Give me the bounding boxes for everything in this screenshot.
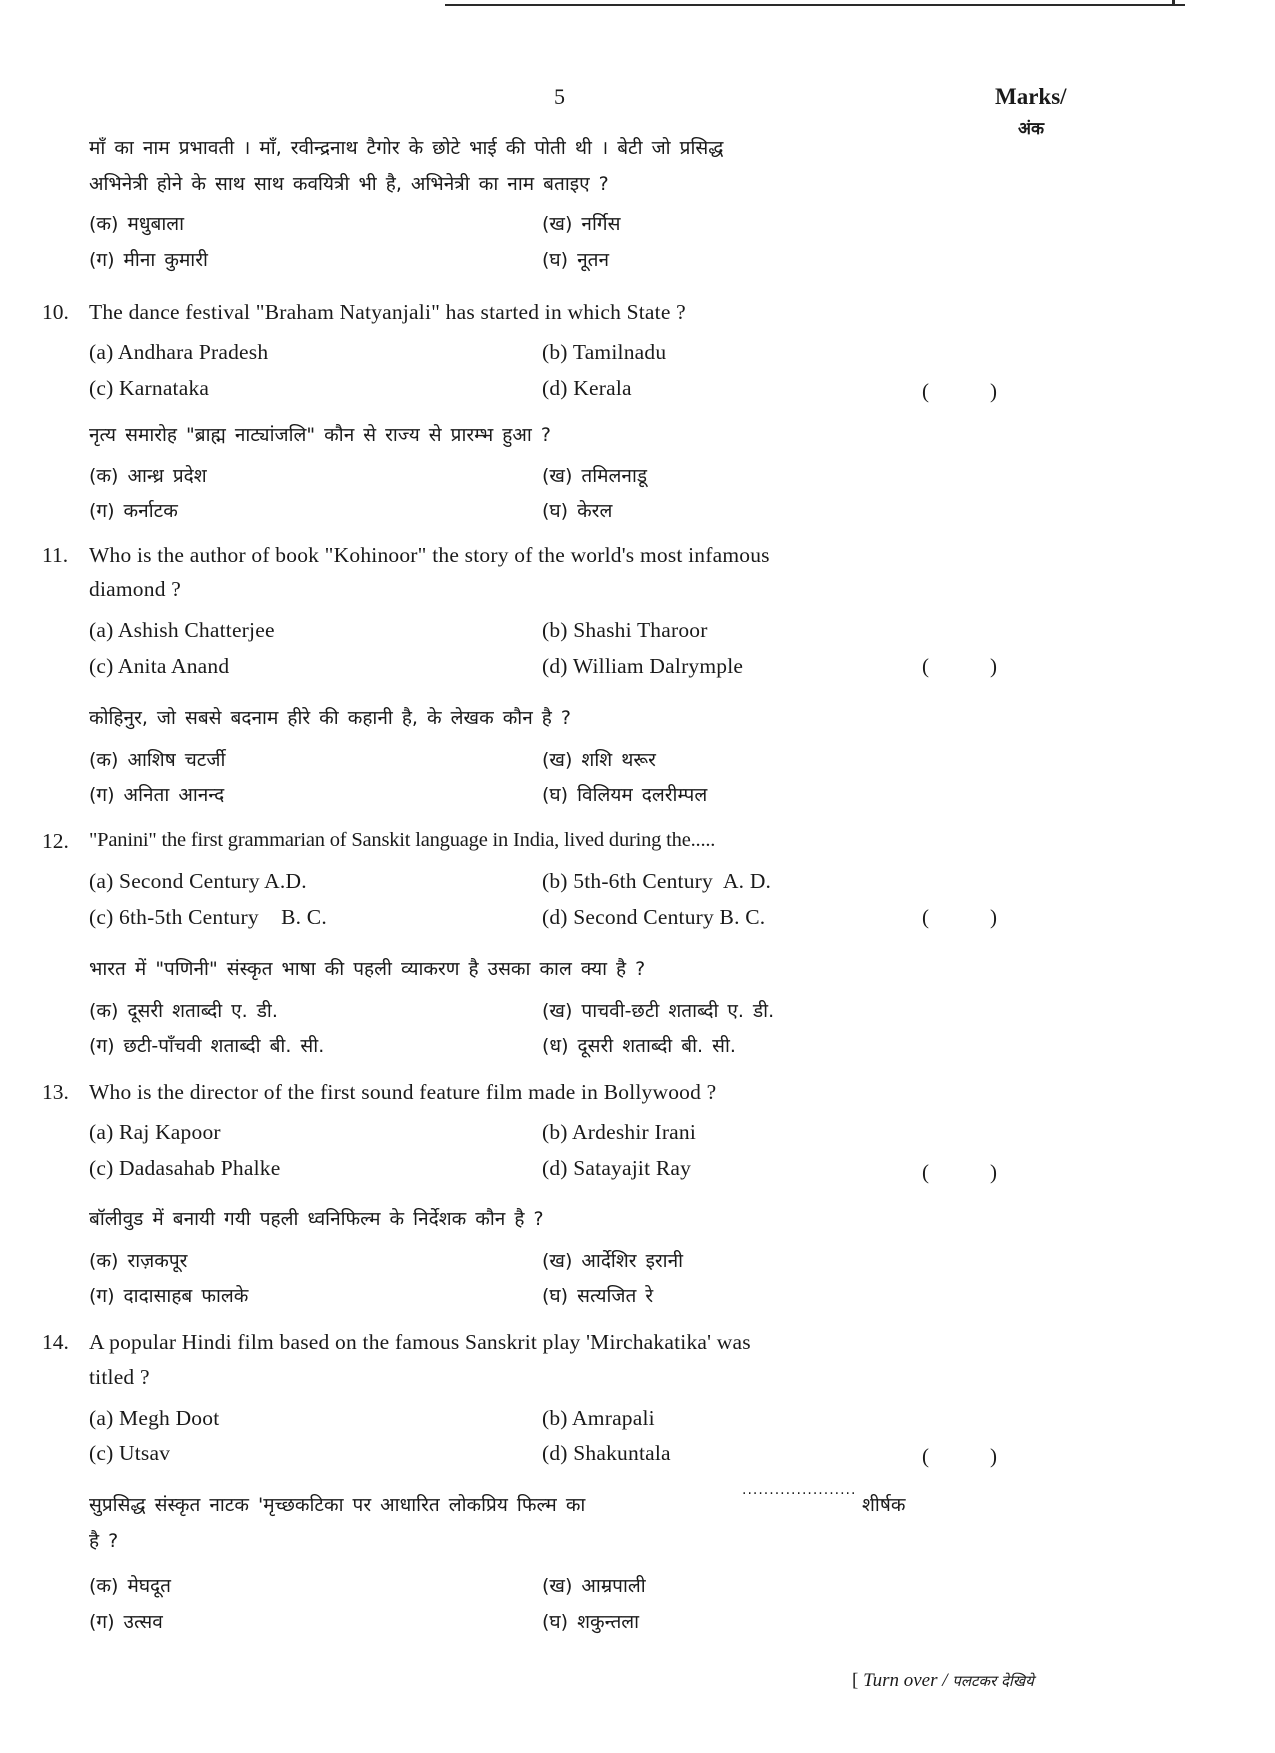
option-c: (c) Karnataka (89, 376, 210, 400)
option-d: (d) Second Century B. C. (542, 905, 766, 929)
option-ga: (ग) कर्नाटक (89, 500, 178, 522)
answer-box-close: ) (990, 1444, 997, 1468)
option-ka: (क) राज़कपूर (89, 1250, 188, 1272)
option-d: (d) Kerala (542, 376, 632, 400)
turn-over-footer (852, 1670, 1034, 1692)
answer-box-close: ) (990, 654, 997, 678)
option-ka: (क) दूसरी शताब्दी ए. डी. (89, 1000, 278, 1022)
option-d: (d) Shakuntala (542, 1441, 671, 1465)
option-d: (d) Satayajit Ray (542, 1156, 692, 1180)
question-text-hindi: बॉलीवुड में बनायी गयी पहली ध्वनिफिल्म के निर्देशक कौन है ? (89, 1208, 544, 1230)
q9-hindi-option-ka: (क) मधुबाला (89, 213, 185, 235)
option-gha: (ध) दूसरी शताब्दी बी. सी. (542, 1035, 736, 1057)
option-kha: (ख) आर्देशिर इरानी (542, 1250, 684, 1272)
option-kha: (ख) पाचवी-छटी शताब्दी ए. डी. (542, 1000, 775, 1022)
option-b: (b) 5th-6th Century A. D. (542, 869, 772, 893)
turn-over-text-hindi: पलटकर देखिये (952, 1672, 1034, 1690)
option-kha: (ख) तमिलनाडू (542, 465, 648, 487)
answer-box-open: ( (922, 1160, 929, 1184)
question-text: "Panini" the first grammarian of Sanskit language in India, lived during the..... (89, 829, 716, 851)
answer-box-open: ( (922, 379, 929, 403)
option-ka: (क) मेघदूत (89, 1575, 171, 1597)
question-text: Who is the director of the first sound feature film made in Bollywood ? (89, 1080, 717, 1104)
q9-hindi-line-1: माँ का नाम प्रभावती । माँ, रवीन्द्रनाथ टैगोर के छोटे भाई की पोती थी । बेटी जो प्रसिद्ध (89, 137, 724, 159)
option-b: (b) Amrapali (542, 1406, 655, 1430)
footer-bracket: [ (852, 1670, 859, 1691)
answer-box-open: ( (922, 905, 929, 929)
answer-box-close: ) (990, 905, 997, 929)
q9-hindi-option-ga: (ग) मीना कुमारी (89, 249, 208, 271)
question-number: 13. (42, 1080, 69, 1104)
question-number: 14. (42, 1330, 69, 1354)
header-rule-tick (1172, 0, 1175, 6)
question-text-line-2: titled ? (89, 1365, 150, 1389)
option-c: (c) Utsav (89, 1441, 171, 1465)
option-b: (b) Tamilnadu (542, 340, 667, 364)
q9-hindi-option-gha: (घ) नूतन (542, 249, 610, 271)
marks-column-heading-hindi: अंक (1018, 119, 1045, 139)
option-a: (a) Second Century A.D. (89, 869, 307, 893)
page-number: 5 (554, 84, 565, 109)
option-ga: (ग) दादासाहब फालके (89, 1285, 249, 1307)
option-ka: (क) आशिष चटर्जी (89, 749, 226, 771)
option-ka: (क) आन्ध्र प्रदेश (89, 465, 207, 487)
fill-in-blank-dots: ····················· (742, 1486, 857, 1502)
question-text-hindi: सुप्रसिद्ध संस्कृत नाटक 'मृच्छकटिका पर आधारित लोकप्रिय फिल्म का (89, 1494, 586, 1516)
option-gha: (घ) केरल (542, 500, 613, 522)
option-ga: (ग) अनिता आनन्द (89, 784, 225, 806)
answer-box-open: ( (922, 654, 929, 678)
question-text-hindi: नृत्य समारोह "ब्राह्म नाट्यांजलि" कौन से राज्य से प्रारम्भ हुआ ? (89, 424, 551, 446)
option-a: (a) Ashish Chatterjee (89, 618, 275, 642)
option-a: (a) Andhara Pradesh (89, 340, 269, 364)
question-text-hindi-tail: शीर्षक (862, 1494, 906, 1516)
option-gha: (घ) विलियम दलरीम्पल (542, 784, 708, 806)
question-text: The dance festival "Braham Natyanjali" has started in which State ? (89, 300, 686, 324)
option-kha: (ख) आम्रपाली (542, 1575, 646, 1597)
question-text-line-2: diamond ? (89, 577, 181, 601)
q9-hindi-option-kha: (ख) नर्गिस (542, 213, 621, 235)
option-ga: (ग) उत्सव (89, 1611, 163, 1633)
question-number: 10. (42, 300, 69, 324)
turn-over-text: Turn over (863, 1670, 938, 1691)
question-text: Who is the author of book "Kohinoor" the story of the world's most infamous (89, 543, 770, 567)
question-text-hindi: भारत में "पणिनी" संस्कृत भाषा की पहली व्याकरण है उसका काल क्या है ? (89, 958, 646, 980)
option-c: (c) Anita Anand (89, 654, 230, 678)
option-a: (a) Megh Doot (89, 1406, 220, 1430)
question-number: 12. (42, 829, 69, 853)
option-b: (b) Shashi Tharoor (542, 618, 708, 642)
option-b: (b) Ardeshir Irani (542, 1120, 697, 1144)
header-rule (445, 4, 1185, 6)
option-a: (a) Raj Kapoor (89, 1120, 221, 1144)
option-c: (c) 6th-5th Century B. C. (89, 905, 327, 929)
option-gha: (घ) शकुन्तला (542, 1611, 640, 1633)
option-ga: (ग) छटी-पाँचवी शताब्दी बी. सी. (89, 1035, 325, 1057)
question-text-hindi: कोहिनुर, जो सबसे बदनाम हीरे की कहानी है, के लेखक कौन है ? (89, 707, 572, 729)
marks-column-heading: Marks/ (995, 84, 1067, 109)
answer-box-open: ( (922, 1444, 929, 1468)
question-text-hindi-line-2: है ? (89, 1530, 119, 1552)
footer-slash: / (942, 1670, 948, 1691)
question-text: A popular Hindi film based on the famous Sanskrit play 'Mirchakatika' was (89, 1330, 751, 1354)
question-number: 11. (42, 543, 69, 567)
option-d: (d) William Dalrymple (542, 654, 744, 678)
option-kha: (ख) शशि थरूर (542, 749, 656, 771)
option-c: (c) Dadasahab Phalke (89, 1156, 281, 1180)
answer-box-close: ) (990, 379, 997, 403)
option-gha: (घ) सत्यजित रे (542, 1285, 654, 1307)
answer-box-close: ) (990, 1160, 997, 1184)
q9-hindi-line-2: अभिनेत्री होने के साथ साथ कवयित्री भी है, अभिनेत्री का नाम बताइए ? (89, 173, 609, 195)
